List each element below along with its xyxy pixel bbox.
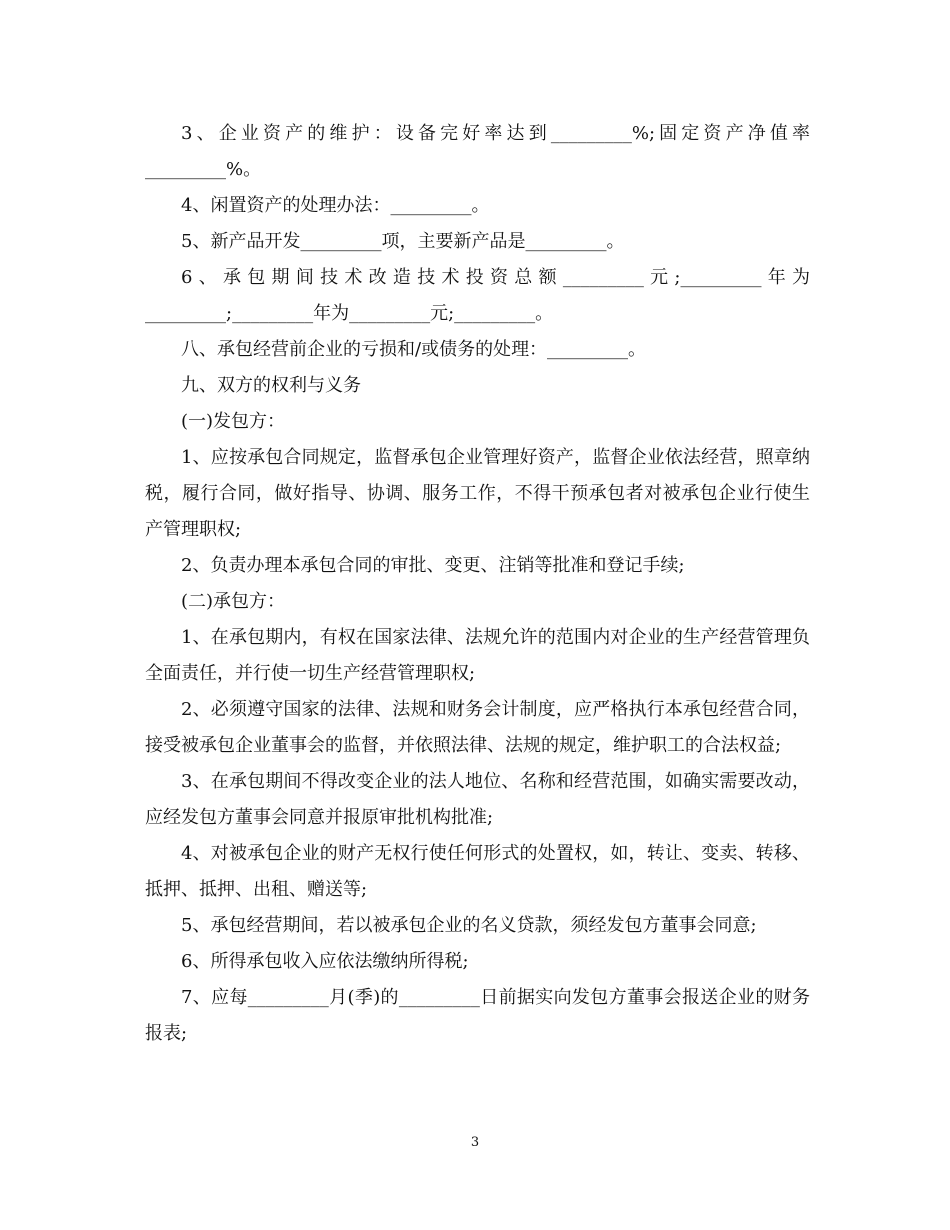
paragraph-new-products: 5、新产品开发_________项，主要新产品是_________。 [181,231,625,252]
section-heading-losses-debts: 八、承包经营前企业的亏损和/或债务的处理：_________。 [181,339,647,360]
paragraph-idle-assets: 4、闲置资产的处理办法：_________。 [181,195,490,216]
paragraph-contractee-duty-1: 1、在承包期内，有权在国家法律、法规允许的范围内对企业的生产经营管理负全面责任，并行使一切生产经营管理职权; [145,627,810,684]
section-heading-rights-obligations: 九、双方的权利与义务 [181,375,361,396]
paragraph-contractee-duty-4: 4、对被承包企业的财产无权行使任何形式的处置权，如，转让、变卖、转移、抵押、抵押、出租、赠送等; [145,843,810,900]
paragraph-contractee-duty-7: 7、应每_________月(季)的_________日前据实向发包方董事会报送企业的财务报表; [145,987,810,1044]
page-number: 3 [470,1135,480,1150]
subheading-contractee-party: (二)承包方： [181,591,286,612]
paragraph-contractee-duty-2: 2、必须遵守国家的法律、法规和财务会计制度，应严格执行本承包经营合同，接受被承包企业董事会的监督，并依照法律、法规的规定，维护职工的合法权益; [145,699,810,756]
paragraph-contractee-duty-5: 5、承包经营期间，若以被承包企业的名义贷款，须经发包方董事会同意; [181,915,757,936]
document-body [145,116,810,1052]
paragraph-contractor-duty-2: 2、负责办理本承包合同的审批、变更、注销等批准和登记手续; [181,555,685,576]
paragraph-asset-maintenance: 3、企业资产的维护：设备完好率达到_________%;固定资产净值率_________%。 [145,123,810,180]
paragraph-contractor-duty-1: 1、应按承包合同规定，监督承包企业管理好资产，监督企业依法经营，照章纳税，履行合同，做好指导、协调、服务工作，不得干预承包者对被承包企业行使生产管理职权; [145,447,810,540]
paragraph-contractee-duty-6: 6、所得承包收入应依法缴纳所得税; [181,951,469,972]
paragraph-contractee-duty-3: 3、在承包期间不得改变企业的法人地位、名称和经营范围，如确实需要改动，应经发包方董事会同意并报原审批机构批准; [145,771,810,828]
paragraph-tech-investment: 6、承包期间技术改造技术投资总额_________元;_________年为_________;_________年为_________元;_________。 [145,267,810,324]
subheading-contracting-party: (一)发包方： [181,411,286,432]
